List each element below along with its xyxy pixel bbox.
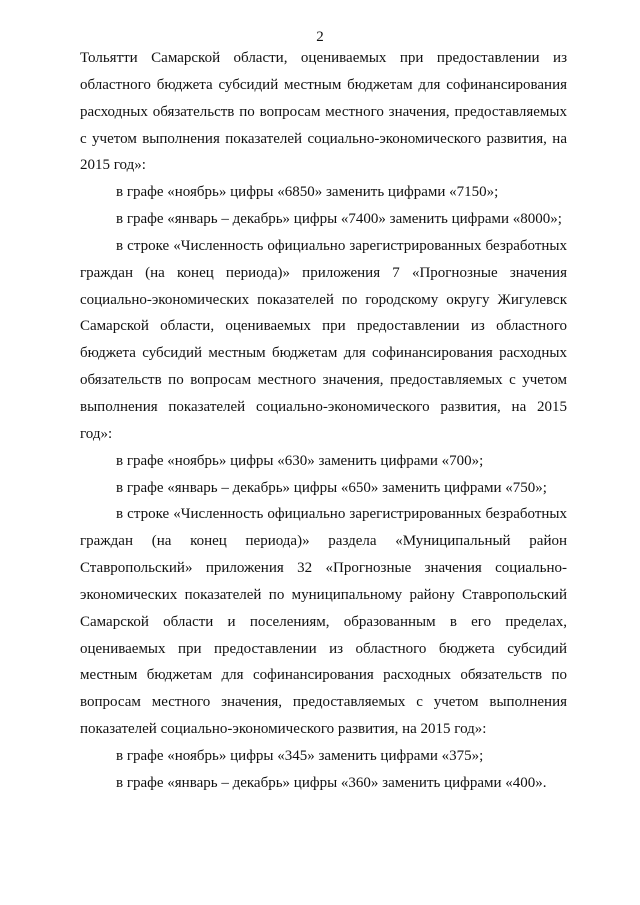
paragraph-year-360: в графе «январь – декабрь» цифры «360» заменить цифрами «400». — [116, 774, 547, 791]
paragraph-year-650: в графе «январь – декабрь» цифры «650» заменить цифрами «750»; — [116, 479, 547, 496]
paragraph-tolyatti-continuation: Тольятти Самарской области, оцениваемых при предоставлении из областного бюджета субсидий местным бюджетам для софинансирования расходных обязательств по вопросам местного значения, предоставляемых с учетом выполнения показателей социально-экономического развития, на 2015 год»: — [80, 50, 567, 174]
document-body — [80, 45, 567, 797]
paragraph-year-7400: в графе «январь – декабрь» цифры «7400» заменить цифрами «8000»; — [116, 211, 562, 228]
paragraph-zhigulevsk-row: в строке «Численность официально зарегистрированных безработных граждан (на конец периода)» приложения 7 «Прогнозные значения социально-экономических показателей по городскому округу Жигулевск Самарской области, оцениваемых при предоставлении из областного бюджета субсидий местным бюджетам для софинансирования расходных обязательств по вопросам местного значения, предоставляемых с учетом выполнения показателей социально-экономического развития, на 2015 год»: — [80, 237, 567, 442]
paragraph-november-6850: в графе «ноябрь» цифры «6850» заменить цифрами «7150»; — [116, 184, 499, 201]
page-number: 2 — [316, 29, 324, 45]
paragraph-november-345: в графе «ноябрь» цифры «345» заменить цифрами «375»; — [116, 747, 484, 764]
paragraph-stavropolsky-row: в строке «Численность официально зарегистрированных безработных граждан (на конец периода)» раздела «Муниципальный район Ставропольский» приложения 32 «Прогнозные значения социально-экономических показателей по муниципальному району Ставропольский Самарской области и поселениям, образованным в его пределах, оцениваемых при предоставлении из областного бюджета субсидий местным бюджетам для софинансирования расходных обязательств по вопросам местного значения, предоставляемых с учетом выполнения показателей социально-экономического развития, на 2015 год»: — [80, 506, 567, 738]
paragraph-november-630: в графе «ноябрь» цифры «630» заменить цифрами «700»; — [116, 452, 484, 469]
